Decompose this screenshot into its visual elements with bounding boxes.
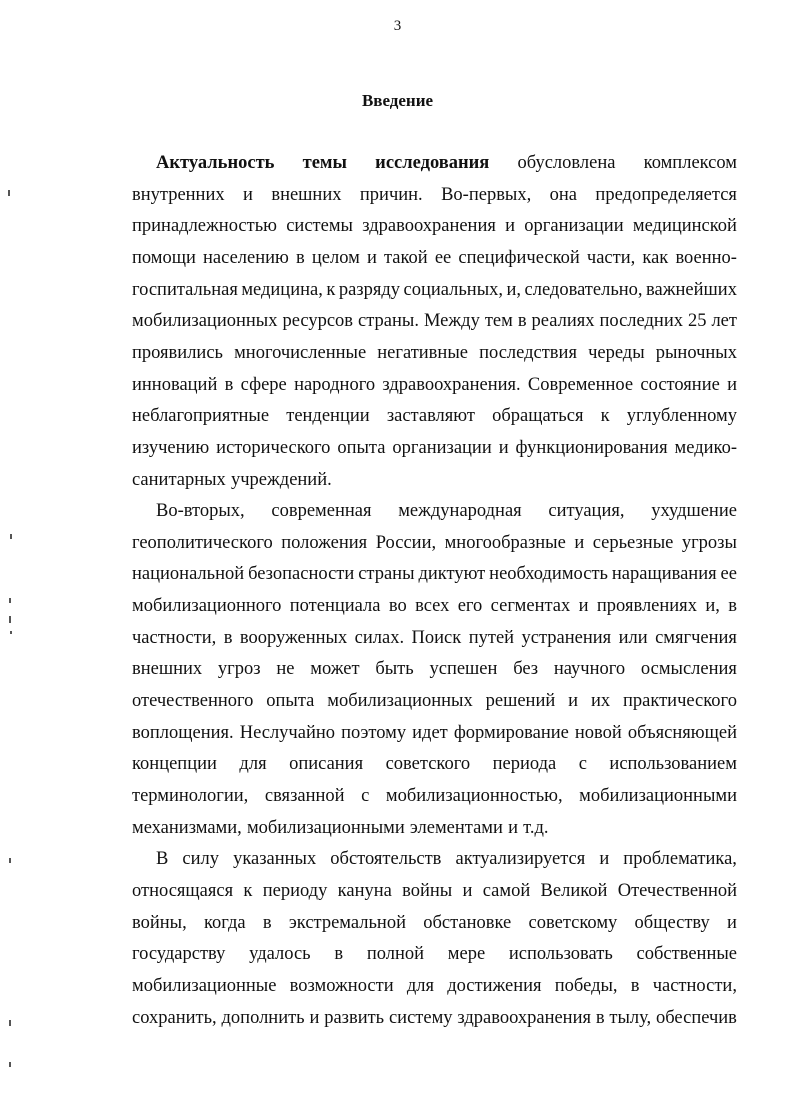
word: и [727,912,737,933]
word: смягчения [655,627,737,648]
word: во [388,596,407,617]
word: части, [586,247,636,268]
word: и [727,374,737,395]
word: предопределяется [595,184,737,205]
word: современная [271,501,372,522]
word: наращивания [611,564,717,585]
word: тенденции [286,406,370,427]
text-line [156,848,737,870]
word: Современное [527,374,634,395]
scan-speck [9,616,11,623]
word: последних [599,311,683,332]
word: изучению [132,437,210,458]
word: концепции [132,754,217,775]
word: комплексом [643,153,737,173]
word: его [457,596,483,617]
word: к [600,406,610,427]
word: государству [132,944,226,965]
word: опыта [266,691,315,712]
word: решений [485,691,556,712]
text-line [156,152,737,174]
word: использовать [508,944,613,965]
word: и [243,184,253,205]
word: необходимость [489,564,608,585]
word: в [224,374,234,395]
word: использованием [609,754,737,775]
word: углубленному [626,406,737,427]
word: исторического [216,437,331,458]
word: целом [311,247,360,268]
text-line [132,310,737,332]
word: в [262,912,272,933]
word: международная [398,501,522,522]
word: социальных, [403,279,504,300]
word: потенциала [289,596,381,617]
word: диктуют [418,564,486,585]
text-line [132,563,737,585]
word: силу [182,849,219,870]
word: войны, [132,912,187,933]
text-line [132,215,737,237]
word: и [309,1007,320,1028]
word: такой [383,247,428,268]
word: многообразные [444,532,566,553]
word: осмысления [640,659,737,680]
word: в [517,311,527,332]
scan-speck [9,1062,11,1067]
word: мобилизационные [132,975,277,996]
text-line [132,374,737,396]
scan-speck [8,190,10,196]
word: и [578,596,589,617]
text-line [132,1007,737,1029]
text-line [132,595,737,617]
word: России, [375,532,437,553]
word: безопасности [248,564,355,585]
word: состояние [640,374,720,395]
word: медицинской [632,216,737,237]
word: успешен [429,659,498,680]
word: советского [385,754,471,775]
word: сегментах [490,596,571,617]
word: возможности [289,975,394,996]
word: неблагоприятные [132,406,270,427]
scan-speck [10,631,12,634]
word: силах. [354,627,405,648]
text-line [132,880,737,902]
text-line [132,279,737,301]
word: Во-первых, [441,184,532,205]
text-line [132,469,737,491]
word: ресурсов [282,311,354,332]
word: народного [294,374,376,395]
word: страны. [358,311,419,332]
word: т.д. [523,817,549,838]
word: геополитического [132,532,273,553]
scan-speck [9,858,11,863]
word: воплощения. [132,722,234,743]
word: советскому [528,912,618,933]
word: с [361,786,370,806]
word: элементами [409,817,503,838]
word: частности, [132,627,217,648]
word: научного [553,659,626,680]
word: Актуальность [156,153,275,173]
word: проявлениях [596,596,697,617]
word: и, [705,596,720,617]
word: тем [484,311,513,332]
word: здравоохранения [457,1007,591,1028]
word: достижения [447,975,542,996]
word: темы [302,153,347,173]
word: в [223,627,233,648]
text-line [132,532,737,554]
word: организации [392,437,492,458]
text-line [156,500,737,522]
word: реалиях [531,311,595,332]
word: быть [375,659,414,680]
word: или [618,627,648,648]
word: инноваций [132,374,218,395]
word: помощи [132,247,196,268]
word: и [366,247,377,268]
word: полной [366,944,425,965]
word: тылу, [609,1007,652,1028]
page-number: 3 [393,18,402,34]
word: идет [412,722,448,743]
word: всех [415,596,450,617]
word: Великой [540,880,608,901]
text-line [132,785,737,807]
word: к [326,279,336,300]
word: войны [402,880,453,901]
text-line [132,437,737,459]
word: как [642,247,669,268]
word: учреждений. [230,469,332,490]
word: собственные [636,944,737,965]
word: в [295,247,305,268]
word: внешних [132,659,203,680]
word: и [505,216,516,237]
word: госпитальная [132,279,238,300]
word: вооруженных [239,627,348,648]
word: и [508,817,518,838]
word: национальной [132,564,245,585]
text-line [132,405,737,427]
word: угрозы [681,532,737,553]
word: обстановке [423,912,512,933]
word: сфере [240,374,287,395]
section-heading: Введение [361,91,434,110]
word: медико- [674,437,737,458]
text-line [132,943,737,965]
word: положения [281,532,368,553]
word: обусловлена [517,153,616,173]
word: здравоохранения. [382,374,521,395]
word: формирование [453,722,569,743]
word: для [406,975,434,996]
word: обществу [634,912,710,933]
word: терминологии, [132,786,249,806]
word: функционирования [515,437,668,458]
text-line [132,247,737,269]
word: дополнить [221,1007,305,1028]
word: она [549,184,578,205]
word: в [630,975,640,996]
word: исследования [375,153,490,173]
text-line [132,690,737,712]
word: актуализируется [455,849,586,870]
word: и [462,880,473,901]
word: периоду [262,880,328,901]
word: 25 [687,311,707,332]
word: с [578,754,587,775]
word: серьезные [592,532,674,553]
word: внешних [271,184,342,205]
word: в [728,596,737,617]
text-line [132,627,737,649]
word: новой [574,722,622,743]
word: многочисленные [234,342,367,363]
text-line [132,184,737,206]
word: путей [468,627,515,648]
word: ухудшение [651,501,737,522]
word: и [574,532,585,553]
word: систему [388,1007,453,1028]
word: и [498,437,509,458]
word: мере [447,944,486,965]
word: внутренних [132,184,225,205]
word: экстремальной [288,912,406,933]
word: мобилизационностью, [385,786,563,806]
word: может [310,659,360,680]
word: устранения [521,627,612,648]
word: мобилизационными [246,817,405,838]
word: победы, [554,975,618,996]
word: развить [324,1007,385,1028]
word: объясняющей [627,722,737,743]
word: обращаться [492,406,584,427]
word: отечественного [132,691,254,712]
word: сохранить, [132,1007,217,1028]
word: практического [622,691,737,712]
text-line [132,753,737,775]
word: организации [524,216,624,237]
word: разряду [338,279,401,300]
word: их [590,691,611,712]
word: системы [286,216,353,237]
text-line [132,342,737,364]
word: здравоохранения [362,216,496,237]
word: обстоятельств [330,849,442,870]
word: механизмами, [132,817,242,838]
word: угроз [217,659,261,680]
word: удалось [249,944,311,965]
word: последствия [479,342,577,363]
text-line [132,722,737,744]
word: Поиск [411,627,462,648]
text-line [132,817,737,839]
word: когда [203,912,246,933]
word: Неслучайно [239,722,335,743]
word: В [156,849,169,870]
word: кануна [337,880,392,901]
word: к [243,880,253,901]
word: важнейших [646,279,737,300]
text-line [132,912,737,934]
word: связанной [264,786,345,806]
scan-speck [9,1020,11,1026]
word: и, [506,279,522,300]
word: проблематика, [623,849,737,870]
word: обеспечив [656,1007,737,1028]
word: военно- [675,247,737,268]
word: специфической [458,247,580,268]
word: относящаяся [132,880,234,901]
word: Отечественной [617,880,737,901]
word: поэтому [341,722,407,743]
scan-speck [9,598,11,603]
word: в [595,1007,605,1028]
word: Во-вторых, [156,501,245,522]
word: опыта [337,437,386,458]
word: ситуация, [548,501,625,522]
word: частности, [652,975,737,996]
text-line [132,975,737,997]
word: лет [711,311,737,332]
word: и [599,849,610,870]
word: негативные [377,342,468,363]
text-line [132,658,737,680]
word: принадлежностью [132,216,277,237]
word: заставляют [386,406,475,427]
word: страны [358,564,415,585]
word: следовательно, [524,279,643,300]
word: описания [289,754,364,775]
scan-speck [10,534,12,539]
word: мобилизационных [327,691,473,712]
word: санитарных [132,469,226,490]
word: череды [588,342,645,363]
word: не [276,659,295,680]
word: без [513,659,539,680]
word: медицина, [241,279,323,300]
word: ее [434,247,452,268]
word: причин. [359,184,423,205]
word: и [568,691,579,712]
word: указанных [233,849,317,870]
word: мобилизационных [132,311,278,332]
word: ее [720,564,737,585]
word: мобилизационными [579,786,737,806]
word: самой [482,880,531,901]
word: рыночных [655,342,737,363]
word: Между [423,311,480,332]
word: периода [492,754,557,775]
word: мобилизационного [132,596,282,617]
word: проявились [132,342,223,363]
word: в [334,944,344,965]
word: для [239,754,267,775]
word: населению [203,247,289,268]
